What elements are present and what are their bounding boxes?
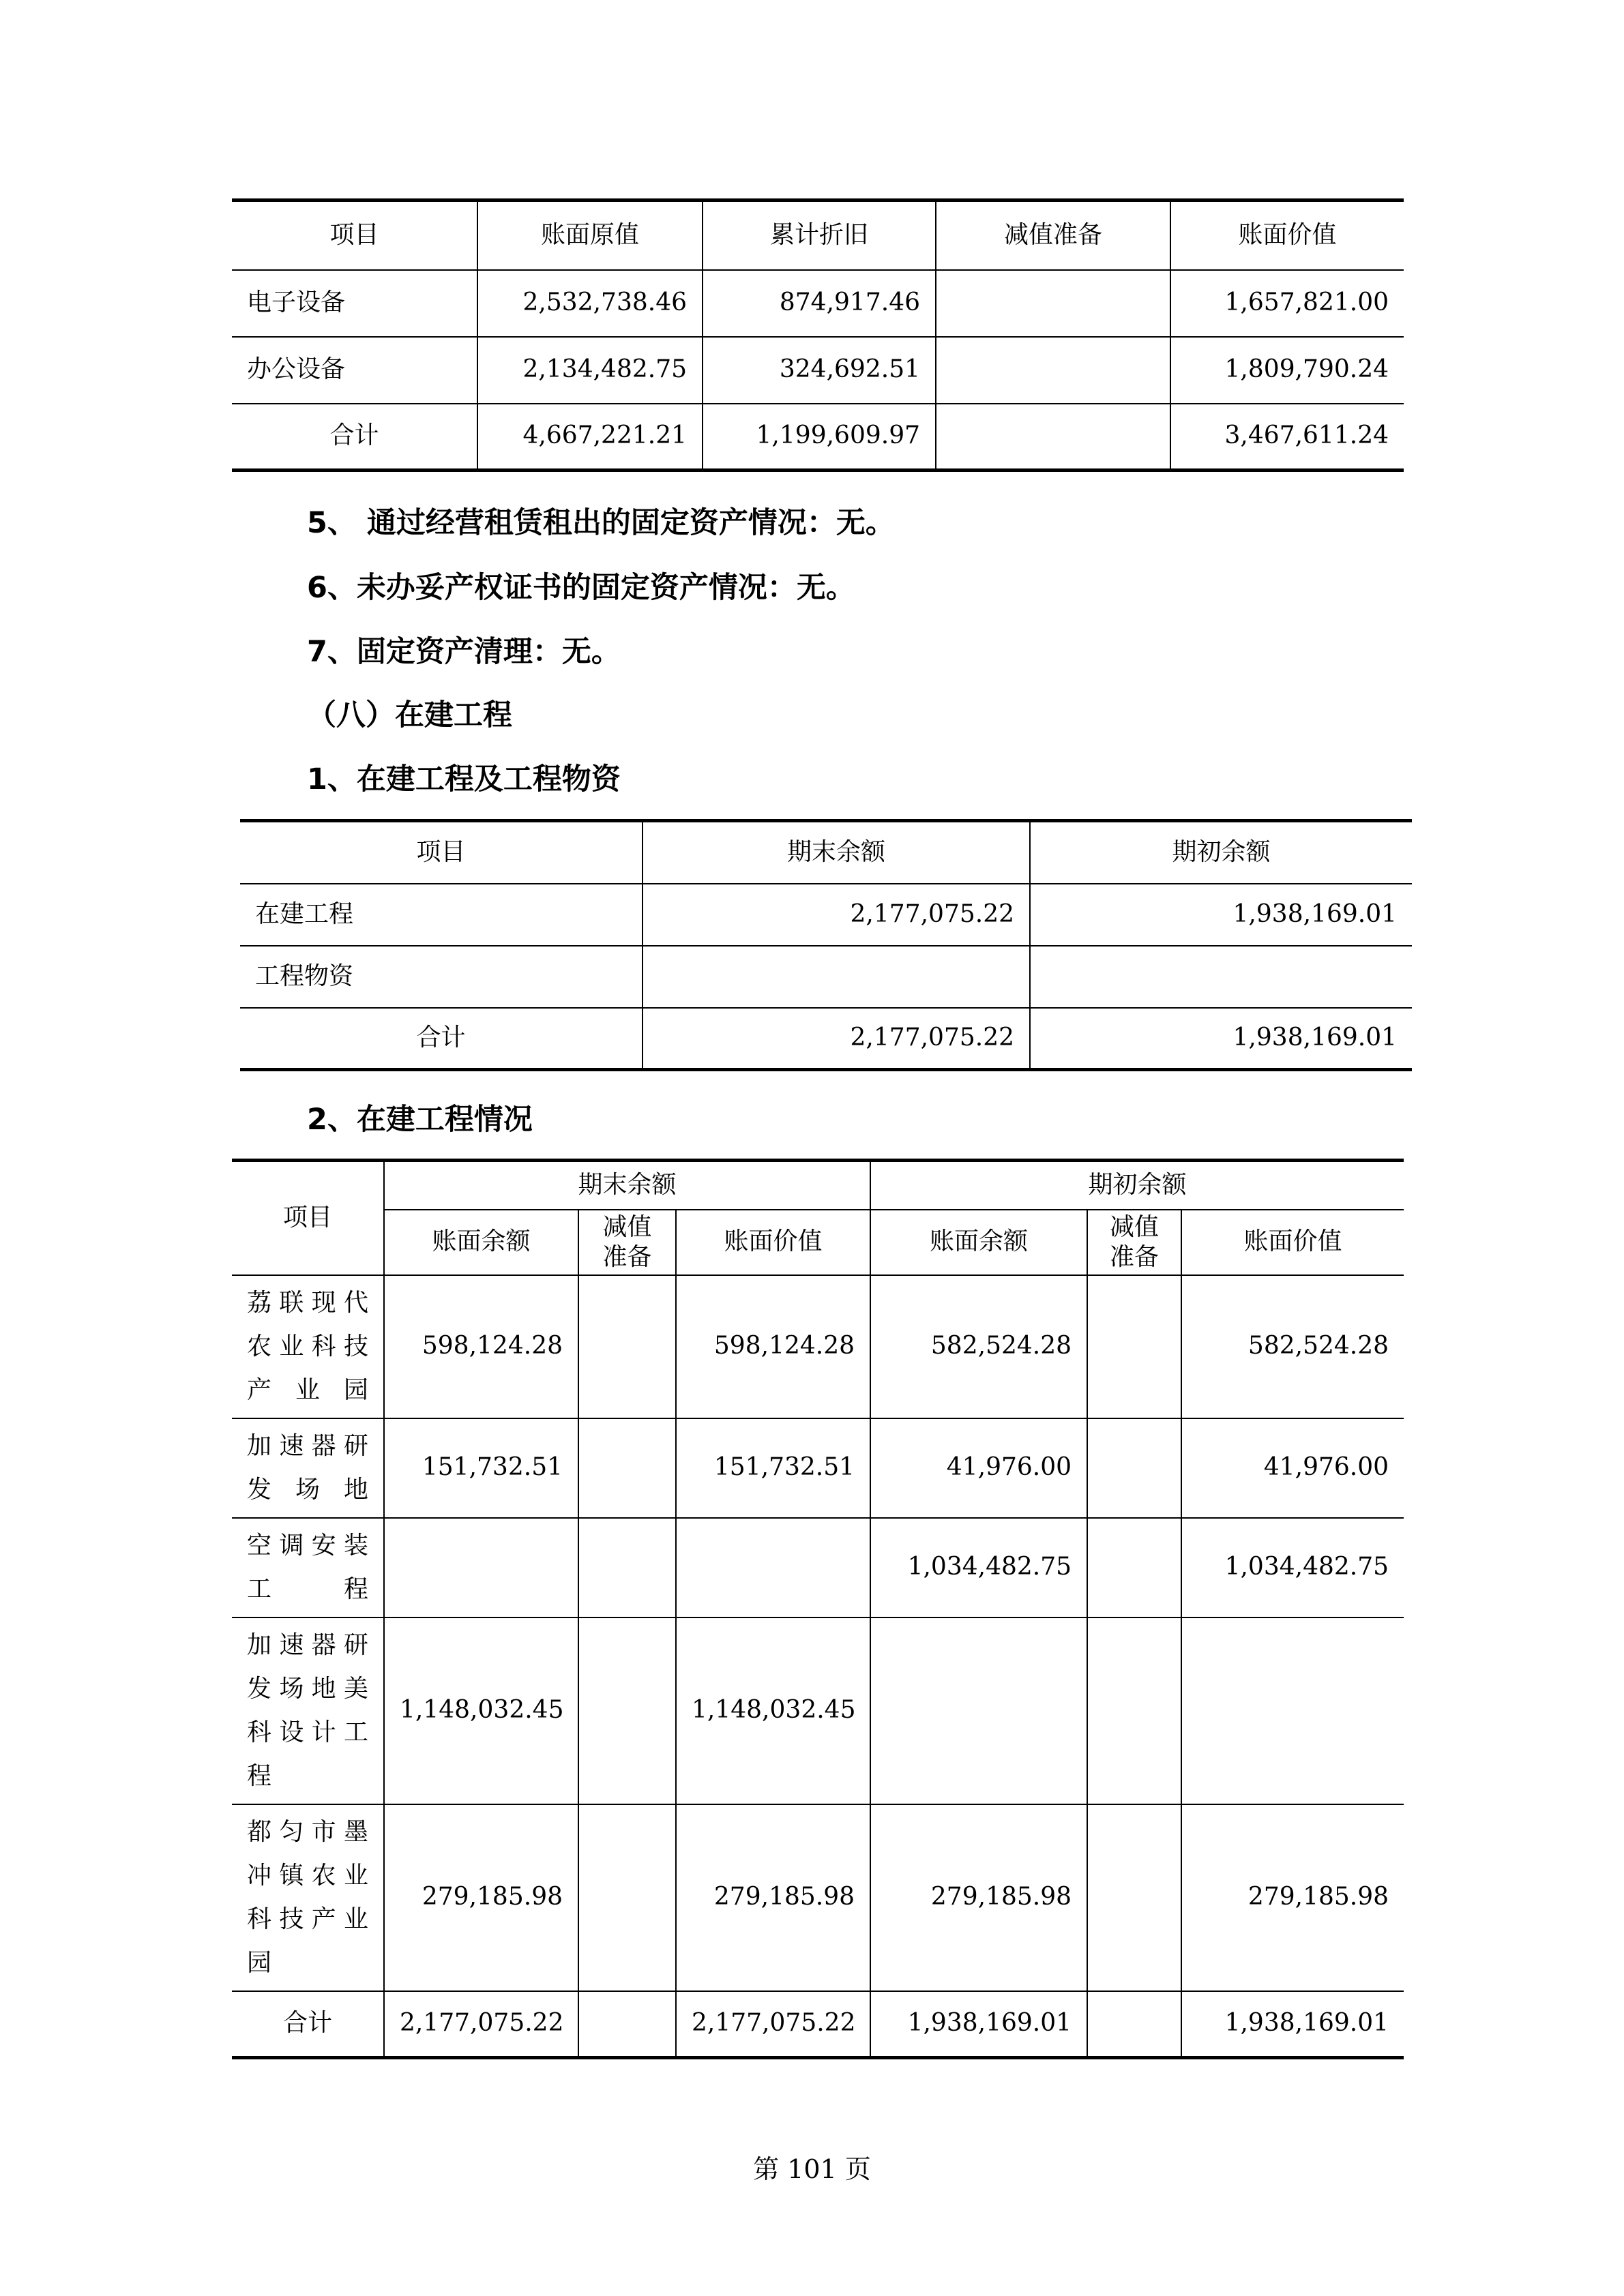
- row-label: 合计: [232, 404, 477, 471]
- cell: 598,124.28: [384, 1275, 578, 1418]
- cell: [870, 1617, 1087, 1804]
- cell: 582,524.28: [870, 1275, 1087, 1418]
- cell: [578, 1518, 676, 1617]
- cell: [1087, 1418, 1181, 1518]
- cell: 41,976.00: [870, 1418, 1087, 1518]
- subheading-2: 2、在建工程情况: [307, 1103, 533, 1137]
- header-item: 项目: [232, 1161, 384, 1275]
- header-cell: 账面价值: [1170, 200, 1404, 270]
- cell: [1087, 1518, 1181, 1617]
- table-row: [240, 946, 1412, 1008]
- cell: 4,667,221.21: [477, 404, 703, 471]
- cell: 1,657,821.00: [1170, 270, 1404, 337]
- cell: [578, 1617, 676, 1804]
- table-row: [232, 1418, 1404, 1518]
- table-header-row: [240, 821, 1412, 884]
- row-label: 加速器研发场地: [232, 1418, 384, 1518]
- header-cell: 累计折旧: [703, 200, 936, 270]
- table-total-row: [232, 1991, 1404, 2058]
- subheader-cell: 账面价值: [676, 1210, 870, 1275]
- cell: [936, 404, 1170, 471]
- cell: 1,938,169.01: [870, 1991, 1087, 2058]
- fixed-assets-table: [232, 198, 1404, 472]
- cell: [578, 1804, 676, 1991]
- cell: 1,148,032.45: [676, 1617, 870, 1804]
- cell: [384, 1518, 578, 1617]
- construction-detail-table: [232, 1159, 1404, 2059]
- table-row: [232, 337, 1404, 404]
- cell: 3,467,611.24: [1170, 404, 1404, 471]
- cell: 279,185.98: [870, 1804, 1087, 1991]
- cell: 324,692.51: [703, 337, 936, 404]
- cell: [936, 337, 1170, 404]
- cell: 279,185.98: [1181, 1804, 1404, 1991]
- cell: 2,532,738.46: [477, 270, 703, 337]
- cell: 151,732.51: [384, 1418, 578, 1518]
- cell: 2,134,482.75: [477, 337, 703, 404]
- cell: 582,524.28: [1181, 1275, 1404, 1418]
- cell: 874,917.46: [703, 270, 936, 337]
- row-label: 加速器研发场地美科设计工程: [232, 1617, 384, 1804]
- header-cell: 减值准备: [936, 200, 1170, 270]
- header-cell: 项目: [232, 200, 477, 270]
- cell: 2,177,075.22: [643, 884, 1030, 946]
- cell: [643, 946, 1030, 1008]
- header-cell: 项目: [240, 821, 643, 884]
- cell: [1087, 1617, 1181, 1804]
- table-row: [232, 1804, 1404, 1991]
- table-header-row: [232, 1161, 1404, 1210]
- header-cell: 账面原值: [477, 200, 703, 270]
- cell: [1030, 946, 1412, 1008]
- table-row: [232, 1617, 1404, 1804]
- table-total-row: [232, 404, 1404, 471]
- cell: 1,938,169.01: [1030, 884, 1412, 946]
- row-label: 工程物资: [240, 946, 643, 1008]
- subheader-cell: 账面余额: [870, 1210, 1087, 1275]
- paragraph-7: 7、固定资产清理：无。: [307, 635, 621, 669]
- paragraph-6: 6、未办妥产权证书的固定资产情况：无。: [307, 571, 855, 605]
- header-group-begin: 期初余额: [870, 1161, 1404, 1210]
- row-label: 电子设备: [232, 270, 477, 337]
- cell: 1,034,482.75: [870, 1518, 1087, 1617]
- header-cell: 期初余额: [1030, 821, 1412, 884]
- subheader-cell: 减值准备: [1087, 1210, 1181, 1275]
- cell: 2,177,075.22: [643, 1008, 1030, 1070]
- subheader-cell: 减值准备: [578, 1210, 676, 1275]
- section-heading: （八）在建工程: [307, 698, 512, 732]
- row-label: 办公设备: [232, 337, 477, 404]
- table-row: [232, 1275, 1404, 1418]
- cell: 2,177,075.22: [676, 1991, 870, 2058]
- cell: 41,976.00: [1181, 1418, 1404, 1518]
- header-cell: 期末余额: [643, 821, 1030, 884]
- cell: 1,809,790.24: [1170, 337, 1404, 404]
- cell: 1,199,609.97: [703, 404, 936, 471]
- subheader-cell: 账面余额: [384, 1210, 578, 1275]
- cell: 1,938,169.01: [1030, 1008, 1412, 1070]
- cell: [578, 1991, 676, 2058]
- cell: [1087, 1275, 1181, 1418]
- header-group-end: 期末余额: [384, 1161, 870, 1210]
- row-label: 都匀市墨冲镇农业科技产业园: [232, 1804, 384, 1991]
- cell: 2,177,075.22: [384, 1991, 578, 2058]
- cell: 598,124.28: [676, 1275, 870, 1418]
- subheading-1: 1、在建工程及工程物资: [307, 762, 621, 796]
- cell: [1087, 1991, 1181, 2058]
- table-subheader-row: [232, 1210, 1404, 1275]
- row-label: 在建工程: [240, 884, 643, 946]
- cell: [578, 1275, 676, 1418]
- cell: [1181, 1617, 1404, 1804]
- subheader-cell: 账面价值: [1181, 1210, 1404, 1275]
- cell: 1,034,482.75: [1181, 1518, 1404, 1617]
- cell: 1,938,169.01: [1181, 1991, 1404, 2058]
- cell: 279,185.98: [384, 1804, 578, 1991]
- cell: 1,148,032.45: [384, 1617, 578, 1804]
- cell: 151,732.51: [676, 1418, 870, 1518]
- table-row: [232, 270, 1404, 337]
- paragraph-5: 5、 通过经营租赁租出的固定资产情况：无。: [307, 506, 895, 540]
- cell: 279,185.98: [676, 1804, 870, 1991]
- cell: [936, 270, 1170, 337]
- cell: [578, 1418, 676, 1518]
- cell: [676, 1518, 870, 1617]
- table-total-row: [240, 1008, 1412, 1070]
- table-header-row: [232, 200, 1404, 270]
- table-row: [232, 1518, 1404, 1617]
- table-row: [240, 884, 1412, 946]
- construction-materials-table: [240, 819, 1412, 1071]
- row-label: 荔联现代农业科技产业园: [232, 1275, 384, 1418]
- cell: [1087, 1804, 1181, 1991]
- row-label: 合计: [232, 1991, 384, 2058]
- row-label: 空调安装工程: [232, 1518, 384, 1617]
- page-number: 第 101 页: [753, 2154, 871, 2184]
- row-label: 合计: [240, 1008, 643, 1070]
